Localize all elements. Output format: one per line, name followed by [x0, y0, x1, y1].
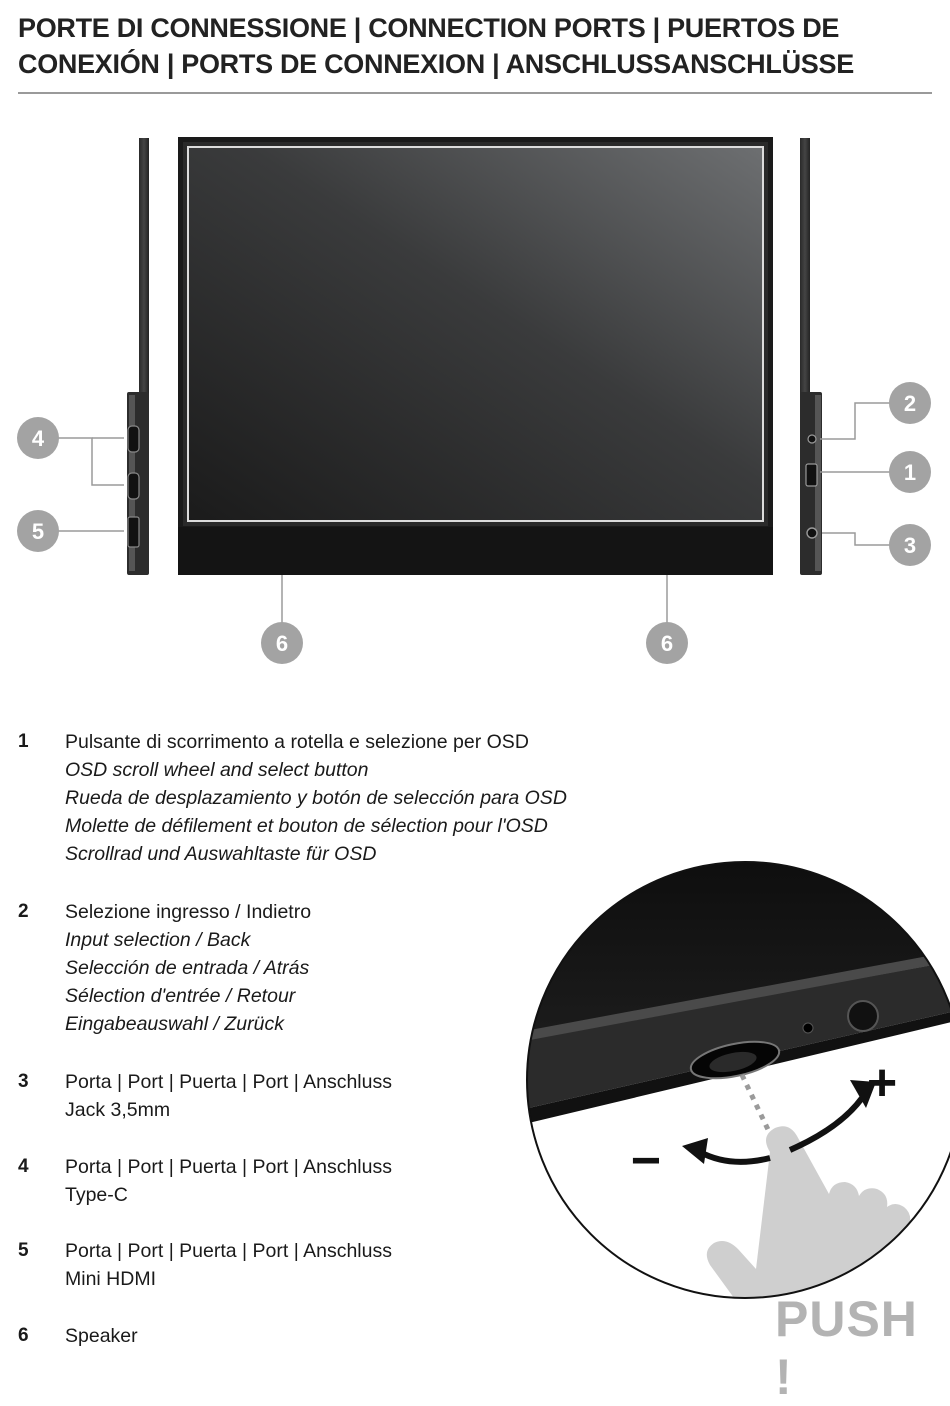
legend-text-it: Pulsante di scorrimento a rotella e selezione per OSD	[65, 731, 529, 753]
mini-hdmi-port-icon	[128, 517, 139, 547]
page-title-line-2: CONEXIÓN | PORTS DE CONNEXION | ANSCHLUSSANSCHLÜSSE	[18, 49, 854, 79]
legend-text: Porta | Port | Puerta | Port | Anschluss	[65, 1071, 392, 1093]
svg-text:6: 6	[275, 631, 289, 656]
legend-text-en: Input selection / Back	[65, 929, 251, 951]
callout-6-left	[261, 622, 303, 664]
scroll-wheel-zoom-illustration	[520, 860, 950, 1355]
monitor-diagram	[0, 100, 950, 700]
legend-text-es: Selección de entrada / Atrás	[65, 957, 310, 979]
callout-1	[889, 451, 931, 493]
title-divider	[18, 92, 932, 94]
speaker-bar	[178, 527, 773, 575]
page-title	[18, 10, 933, 82]
legend-number: 3	[18, 1071, 29, 1092]
scroll-wheel-icon	[806, 464, 817, 486]
legend-text-de: Eingabeauswahl / Zurück	[65, 1013, 284, 1035]
svg-text:3: 3	[903, 533, 917, 558]
legend-text-it: Selezione ingresso / Indietro	[65, 901, 312, 923]
callout-2	[889, 382, 931, 424]
type-c-port-icon	[128, 426, 139, 452]
callout-5	[17, 510, 59, 552]
legend-text-en: OSD scroll wheel and select button	[65, 759, 369, 781]
legend-number: 4	[18, 1156, 29, 1177]
callout-6-right	[646, 622, 688, 664]
svg-text:6: 6	[660, 631, 674, 656]
legend-number: 2	[18, 901, 29, 922]
svg-text:2: 2	[903, 391, 917, 416]
legend-text: Jack 3,5mm	[65, 1099, 171, 1121]
input-button-icon	[848, 1001, 878, 1031]
legend-text: Porta | Port | Puerta | Port | Anschluss	[65, 1156, 392, 1178]
input-button-icon	[808, 435, 816, 443]
svg-text:1: 1	[903, 460, 917, 485]
legend-text-es: Rueda de desplazamiento y botón de selección para OSD	[65, 787, 567, 809]
right-side-view	[800, 138, 822, 575]
svg-text:5: 5	[31, 519, 45, 544]
left-side-view	[127, 138, 149, 575]
page-title-line-1: PORTE DI CONNESSIONE | CONNECTION PORTS | PUERTOS DE	[18, 13, 840, 43]
monitor-front-view	[178, 137, 773, 575]
push-label: PUSH !	[775, 1291, 918, 1405]
legend-text-fr: Sélection d'entrée / Retour	[65, 985, 296, 1007]
legend-text: Porta | Port | Puerta | Port | Anschluss	[65, 1240, 392, 1262]
legend-text: Speaker	[65, 1325, 138, 1347]
legend-text-de: Scrollrad und Auswahltaste für OSD	[65, 843, 377, 865]
minus-sign: −	[630, 1132, 662, 1190]
callout-3	[889, 524, 931, 566]
svg-text:4: 4	[31, 426, 45, 451]
legend-number: 6	[18, 1325, 29, 1346]
callout-4	[17, 417, 59, 459]
legend-text: Type-C	[65, 1184, 128, 1206]
audio-jack-icon	[807, 528, 817, 538]
plus-sign: +	[866, 1054, 898, 1112]
legend-number: 1	[18, 731, 29, 752]
legend-text: Mini HDMI	[65, 1268, 156, 1290]
legend-number: 5	[18, 1240, 29, 1261]
legend-text-fr: Molette de défilement et bouton de sélection pour l'OSD	[65, 815, 548, 837]
type-c-port-icon	[128, 473, 139, 499]
